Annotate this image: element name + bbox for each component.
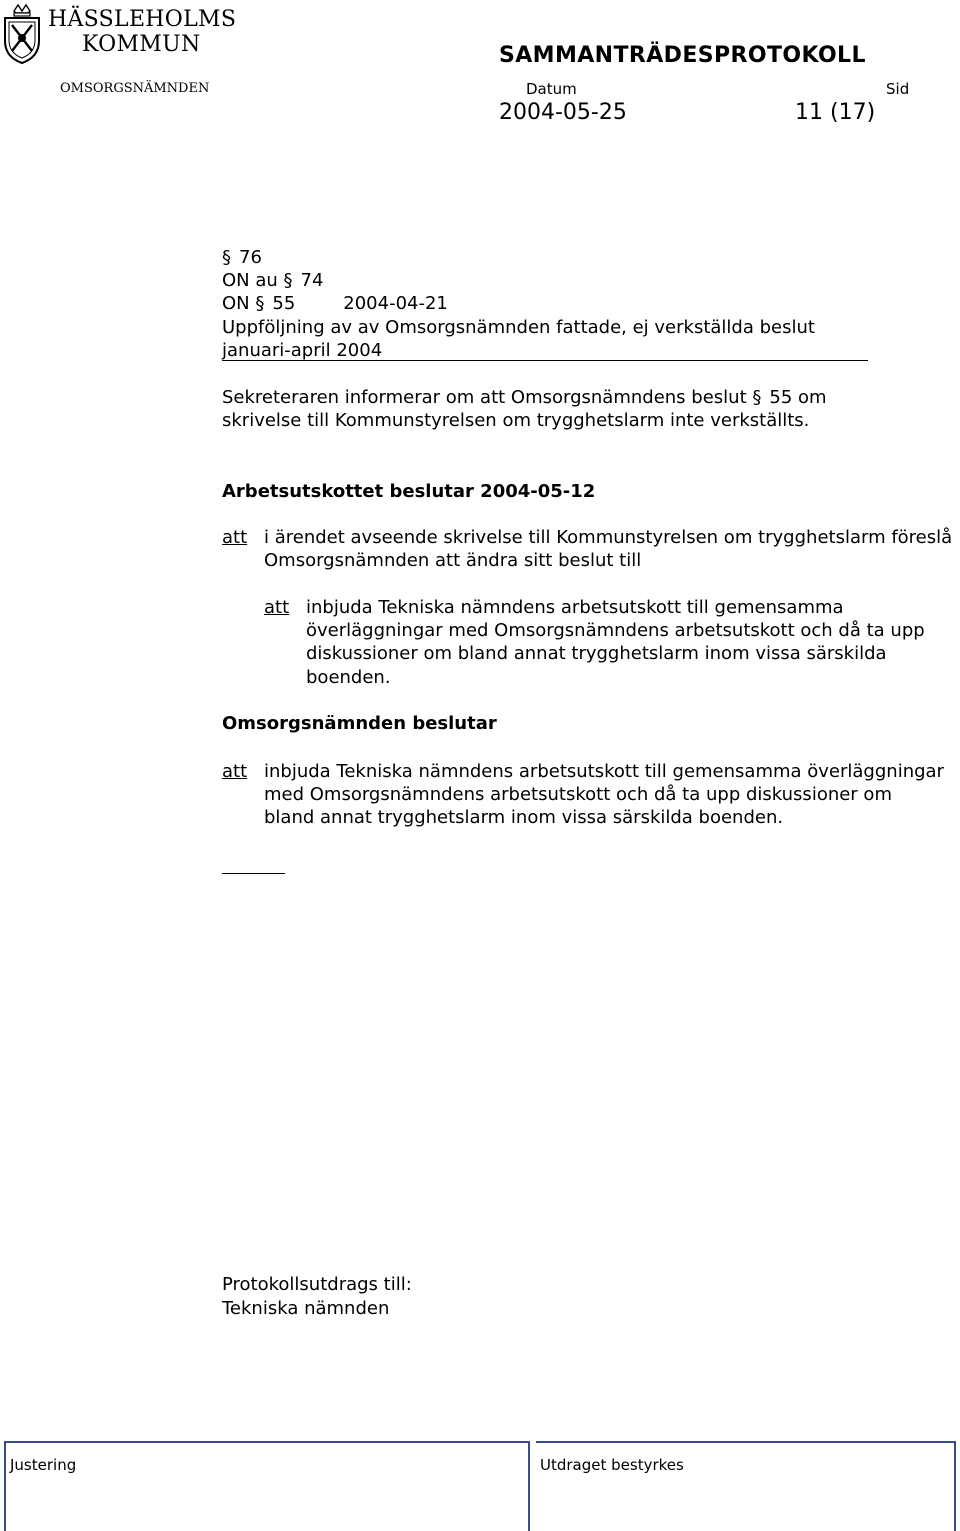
ref2-prefix: ON [222, 293, 250, 315]
footer-rule-right [536, 1441, 956, 1443]
organisation-name-line1: HÄSSLEHOLMS [48, 7, 237, 32]
footer-border-middle [528, 1441, 530, 1531]
au-decision-text: i ärendet avseende skrivelse till Kommunstyrelsen om trygghetslarm föreslå Omsorgsnämnden att ändra sitt beslut till [264, 527, 953, 572]
date-label: Datum [526, 80, 577, 98]
footer-rule-left [5, 1441, 528, 1443]
board-decision-text: inbjuda Tekniska nämndens arbetsutskott till gemensamma överläggningar med Omsorgsnämndens arbetsutskott och då ta upp diskussioner om bland annat trygghetslarm inom vissa särskilda boenden. [264, 761, 944, 829]
att-label: att [264, 597, 290, 618]
section-symbol: § [752, 387, 762, 408]
paragraph-number: 76 [239, 247, 262, 268]
intro-ref-number: 55 om [769, 387, 827, 408]
footer-border-right [954, 1441, 956, 1531]
intro-paragraph [222, 386, 922, 432]
matter-title-line1: Uppföljning av av Omsorgsnämnden fattade, ej verkställda beslut [222, 316, 815, 338]
intro-text-part2: skrivelse till Kommunstyrelsen om trygghetslarm inte verkställts. [222, 410, 810, 432]
matter-title-line2: januari-april 2004 [222, 339, 383, 361]
ref1-prefix: ON au [222, 270, 278, 292]
organisation-name-line2: KOMMUN [82, 32, 201, 57]
title-underline [222, 360, 868, 361]
ref2-date: 2004-04-21 [343, 293, 448, 315]
ref1-number: 74 [300, 270, 324, 292]
au-proposal-text: inbjuda Tekniska nämndens arbetsutskott till gemensamma överläggningar med Omsorgsnämndens arbetsutskott och då ta upp diskussioner om bland annat trygghetslarm inom vissa särskilda boenden. [306, 597, 925, 688]
paragraph-end-rule [222, 873, 285, 874]
document-title: SAMMANTRÄDESPROTOKOLL [499, 43, 866, 68]
paragraph-number-line [222, 246, 922, 269]
justering-label: Justering [10, 1456, 77, 1474]
att-label: att [222, 761, 248, 782]
au-decision-heading: Arbetsutskottet beslutar 2004-05-12 [222, 481, 596, 502]
footer-border-left [4, 1441, 6, 1531]
distribution-recipient: Tekniska nämnden [222, 1298, 390, 1319]
committee-reference-line [222, 269, 922, 292]
ref2-number: 55 [272, 293, 296, 315]
att-label: att [222, 527, 248, 548]
section-symbol: § [255, 293, 265, 315]
page-number: 11 (17) [795, 100, 876, 125]
section-symbol: § [283, 270, 293, 292]
paragraph-reference-block [222, 246, 922, 362]
intro-text-part1: Sekreteraren informerar om att Omsorgsnämndens beslut [222, 387, 747, 408]
utdraget-bestyrkes-label: Utdraget bestyrkes [540, 1456, 684, 1474]
matter-title-line2-wrapper [222, 339, 922, 362]
board-reference-line [222, 292, 922, 315]
department-name: OMSORGSNÄMNDEN [60, 81, 210, 96]
page-label: Sid [886, 80, 910, 98]
section-symbol: § [222, 247, 231, 268]
municipal-coat-of-arms-icon [2, 3, 42, 65]
meeting-date: 2004-05-25 [499, 100, 627, 125]
board-decision-heading: Omsorgsnämnden beslutar [222, 713, 497, 734]
distribution-label: Protokollsutdrags till: [222, 1274, 412, 1295]
